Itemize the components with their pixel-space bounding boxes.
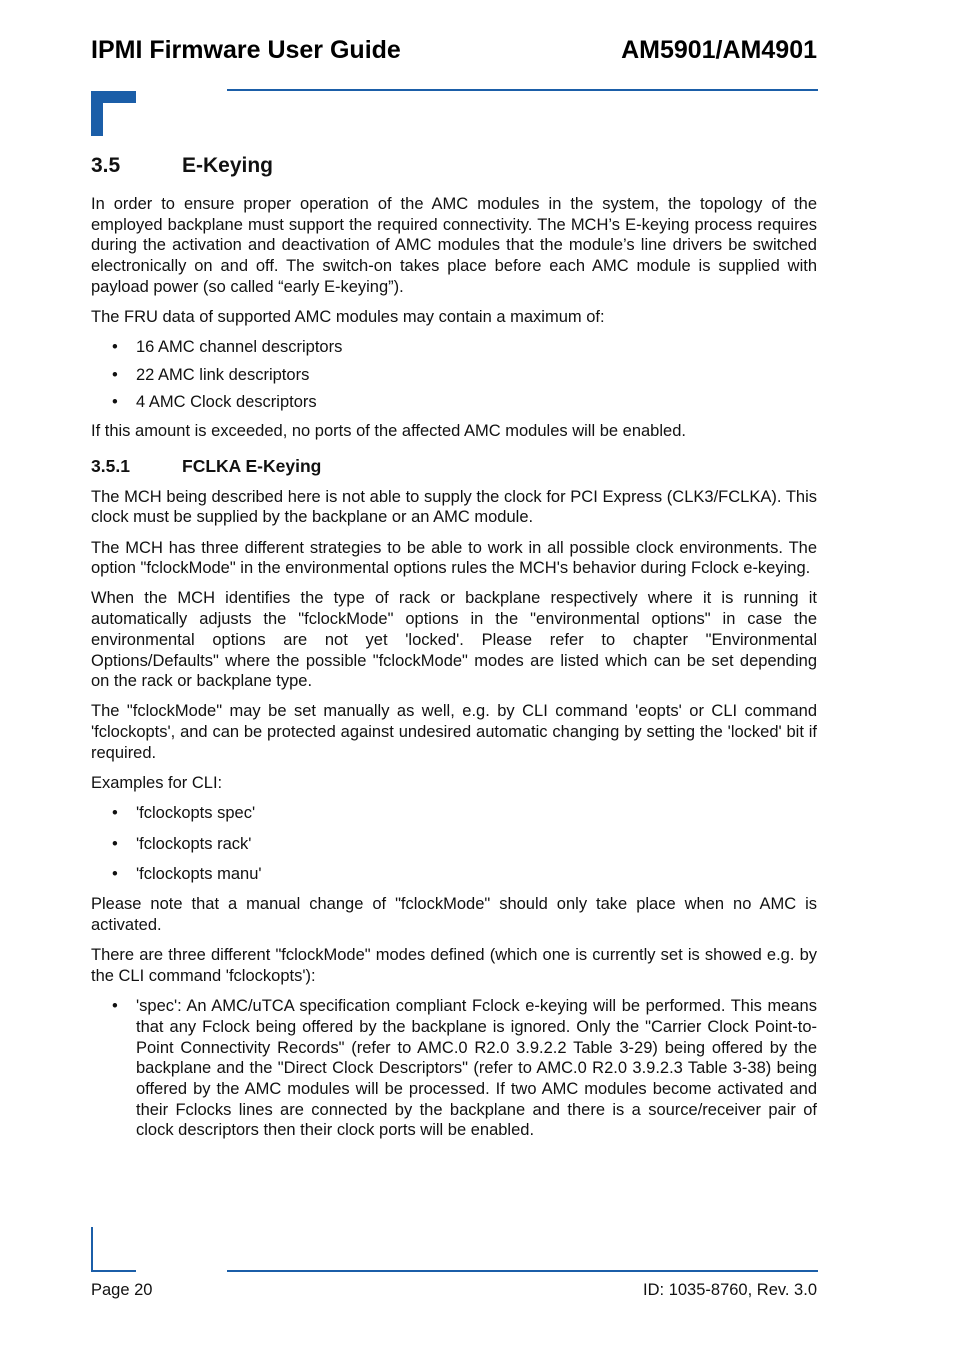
header-rule [227,89,818,91]
list-item [91,834,817,855]
page-number: Page 20 [91,1281,153,1299]
corner-mark-top-vertical [91,91,103,136]
product-name: AM5901/AM4901 [621,36,817,64]
bullet: • [112,393,118,412]
subsection-heading [91,455,817,477]
corner-mark-bottom [91,1270,136,1272]
paragraph: In order to ensure proper operation of the AMC modules in the system, the topology of the employed backplane must support the required connectivity. The MCH’s E-keying process requires during the activation and deactivation of AMC modules that the module’s line drivers be switched electronically on and off. The switch-on takes place before each AMC module is supplied with payload power (so called “early E-keying”). [91,195,817,296]
subsection-title: FCLKA E-Keying [182,455,322,476]
list-item-text: 'fclockopts manu' [136,865,262,884]
paragraph: The MCH being described here is not able to supply the clock for PCI Express (CLK3/FCLKA). This clock must be supplied by the backplane or an AMC module. [91,487,817,527]
paragraph: The "fclockMode" may be set manually as well, e.g. by CLI command 'eopts' or CLI command 'fclockopts', and can be protected against undesired automatic changing by setting the 'locked' bit if required. [91,702,817,762]
modes-list [91,996,817,1141]
subsection-number: 3.5.1 [91,455,130,476]
bullet: • [112,834,118,853]
page-content [91,152,817,1149]
list-item-text: 'spec': An AMC/uTCA specification compliant Fclock e-keying will be performed. This means that any Fclock being offered by the backplane is ignored. Only the "Carrier Clock Point-to-Point Connectivity Records" (refer to AMC.0 R2.0 3.9.2.2 Table 3-29) being offered by the backplane and the "Direct Clock Descriptors" (refer to AMC.0 R2.0 3.9.2.3 Table 3-38) being offered by the AMC modules will be processed. If two AMC modules become activated and their Fclocks lines are connected by the backplane and there is a source/receiver pair of clock descriptors then their clock ports will be enabled. [136,997,817,1140]
document-id: ID: 1035-8760, Rev. 3.0 [643,1281,817,1299]
document-title: IPMI Firmware User Guide [91,36,401,64]
list-item-text: 4 AMC Clock descriptors [136,393,317,412]
paragraph: The FRU data of supported AMC modules may contain a maximum of: [91,308,605,327]
list-item-text: 22 AMC link descriptors [136,365,310,384]
list-item [91,392,817,413]
list-item [91,996,817,1141]
section-number: 3.5 [91,154,121,177]
section-title: E-Keying [182,154,274,177]
bullet: • [112,997,118,1016]
paragraph: Please note that a manual change of "fclockMode" should only take place when no AMC is activated. [91,895,817,935]
list-item [91,864,817,885]
paragraph: The MCH has three different strategies to be able to work in all possible clock environments. The option "fclockMode" in the environmental options rules the MCH's behavior during Fclock e-keying. [91,538,817,578]
footer-rule [227,1270,818,1272]
corner-mark-bottom-vertical [91,1227,93,1272]
list-item [91,803,817,824]
list-item-text: 'fclockopts rack' [136,834,252,853]
list-item [91,337,817,358]
bullet: • [112,365,118,384]
paragraph: When the MCH identifies the type of rack or backplane respectively where it is running it automatically adjusts the "fclockMode" options in the "environmental options" in case the environmental options are not yet 'locked'. Please refer to chapter "Environmental Options/Defaults" where the possible "fclockMode" modes are listed which can be set depending on the rack or backplane type. [91,589,817,691]
paragraph: There are three different "fclockMode" modes defined (which one is currently set is showed e.g. by the CLI command 'fclockopts'): [91,946,817,986]
paragraph: Examples for CLI: [91,774,223,793]
bullet: • [112,338,118,357]
list-item [91,365,817,386]
cli-examples-list [91,803,817,884]
section-heading [91,152,817,180]
bullet: • [112,865,118,884]
limits-list [91,337,817,413]
paragraph: If this amount is exceeded, no ports of the affected AMC modules will be enabled. [91,421,686,440]
list-item-text: 16 AMC channel descriptors [136,338,343,357]
bullet: • [112,804,118,823]
list-item-text: 'fclockopts spec' [136,804,256,823]
